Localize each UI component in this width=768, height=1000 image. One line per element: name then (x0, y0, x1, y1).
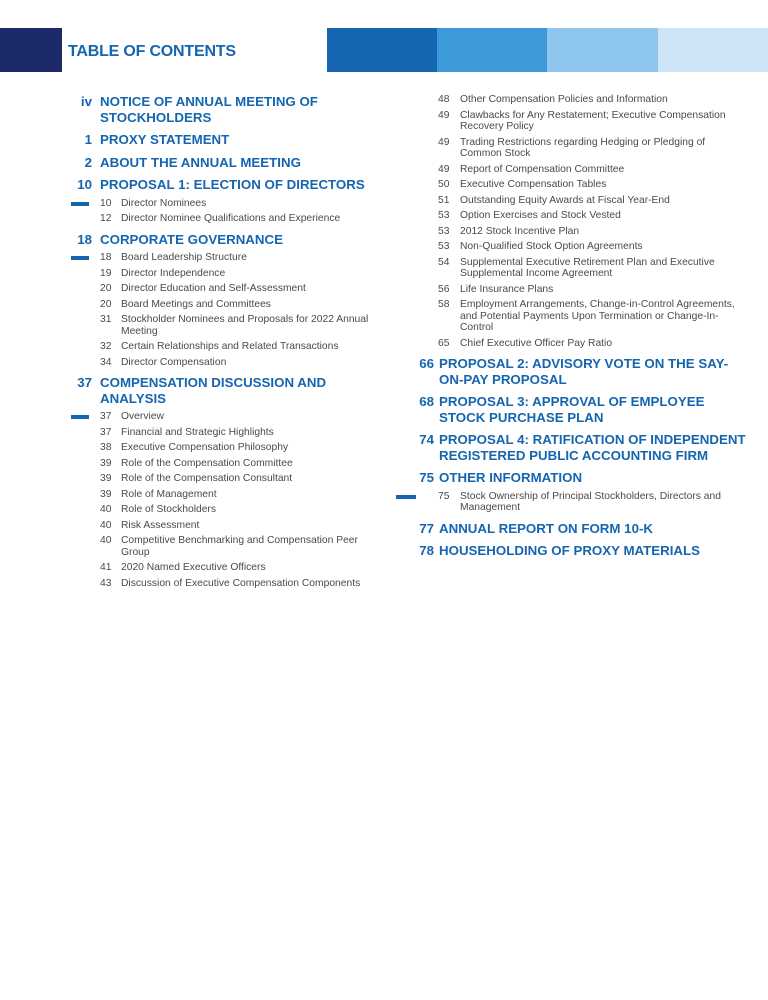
toc-item-title: Director Independence (121, 267, 226, 279)
toc-item-page: 58 (438, 299, 450, 310)
banner-light-block (547, 28, 658, 72)
toc-section-title: ANNUAL REPORT ON FORM 10-K (439, 520, 653, 536)
toc-item-title: Employment Arrangements, Change-in-Control Agreements, and Potential Payments Upon Termination or Change-In-Control (460, 299, 735, 333)
toc-item-title: Role of the Compensation Committee (121, 457, 293, 469)
toc-item-title: Certain Relationships and Related Transactions (121, 341, 339, 352)
toc-item-title: Competitive Benchmarking and Compensation Peer Group (121, 535, 358, 558)
toc-item-title: Discussion of Executive Compensation Components (121, 577, 361, 589)
toc-item-title: Executive Compensation Tables (460, 179, 607, 190)
toc-item-title: Role of Management (121, 488, 217, 500)
toc-section-title: ABOUT THE ANNUAL MEETING (100, 154, 301, 170)
toc-item[interactable] (438, 210, 746, 222)
toc-item-title: Board Meetings and Committees (121, 298, 271, 310)
toc-item[interactable] (100, 473, 386, 485)
toc-section[interactable] (66, 232, 386, 248)
toc-item-title: 2020 Named Executive Officers (121, 562, 266, 573)
section-marker (71, 202, 89, 206)
toc-section-title: COMPENSATION DISCUSSION AND ANALYSIS (100, 375, 327, 406)
toc-item-title: Overview (121, 411, 164, 422)
toc-item-title: Non-Qualified Stock Option Agreements (460, 241, 643, 252)
toc-item-title: Supplemental Executive Retirement Plan and Executive Supplemental Income Agreement (460, 256, 715, 279)
toc-item[interactable] (438, 491, 746, 514)
toc-subitems (406, 94, 746, 349)
toc-item-page: 39 (100, 488, 112, 500)
toc-item[interactable] (100, 578, 386, 590)
toc-section[interactable] (406, 356, 746, 387)
toc-section[interactable] (66, 177, 386, 193)
toc-item-page: 65 (438, 337, 450, 349)
toc-section-title: PROPOSAL 4: RATIFICATION OF INDEPENDENT REGISTERED PUBLIC ACCOUNTING FIRM (439, 432, 746, 463)
toc-item-page: 50 (438, 179, 450, 190)
toc-item-page: 48 (438, 94, 450, 105)
toc-item-title: Role of Stockholders (121, 504, 217, 515)
toc-item-title: Clawbacks for Any Restatement; Executive Compensation Recovery Policy (460, 109, 726, 132)
toc-item-page: 75 (438, 490, 450, 502)
toc-item-page: 51 (438, 194, 450, 206)
toc-item-page: 39 (100, 473, 112, 484)
toc-section-page: 10 (77, 177, 92, 192)
toc-item[interactable] (100, 520, 386, 532)
toc-item[interactable] (100, 504, 386, 516)
toc-item-page: 43 (100, 577, 112, 589)
toc-item[interactable] (438, 257, 746, 280)
toc-subitems (66, 198, 386, 225)
toc-item[interactable] (100, 341, 386, 353)
toc-section-title: HOUSEHOLDING OF PROXY MATERIALS (439, 543, 701, 558)
toc-section-page: 66 (419, 356, 434, 371)
toc-right-column (406, 94, 746, 559)
toc-section-page: 74 (419, 432, 434, 447)
toc-item[interactable] (438, 241, 746, 253)
toc-item-title: Financial and Strategic Highlights (121, 426, 274, 438)
toc-item-page: 20 (100, 298, 112, 310)
toc-left-column (66, 94, 386, 593)
toc-section[interactable] (66, 155, 386, 171)
toc-item[interactable] (438, 179, 746, 191)
toc-item[interactable] (100, 535, 386, 558)
toc-section-page: 77 (419, 520, 434, 536)
toc-item[interactable] (100, 213, 386, 225)
toc-section[interactable] (406, 521, 746, 537)
toc-item-title: Risk Assessment (121, 519, 200, 531)
toc-item-page: 54 (438, 256, 450, 268)
toc-section[interactable] (406, 432, 746, 463)
toc-section-page: 37 (77, 375, 92, 390)
banner-navy-block (0, 28, 62, 72)
toc-section-page: 2 (84, 154, 92, 170)
section-marker (396, 495, 416, 499)
toc-section-title: PROPOSAL 2: ADVISORY VOTE ON THE SAY-ON-PAY PROPOSAL (439, 356, 729, 387)
toc-section[interactable] (406, 543, 746, 559)
toc-subitems (66, 411, 386, 589)
toc-section-page: 18 (77, 231, 92, 247)
toc-item-title: Director Compensation (121, 356, 227, 368)
toc-item-page: 49 (438, 109, 450, 121)
toc-section-page: 68 (419, 394, 434, 409)
toc-item-page: 12 (100, 213, 112, 224)
toc-item-page: 40 (100, 519, 112, 531)
toc-section-page: 1 (84, 132, 92, 147)
toc-item[interactable] (438, 284, 746, 296)
toc-item-title: Life Insurance Plans (460, 283, 554, 295)
section-marker (71, 415, 89, 419)
toc-subitems (406, 491, 746, 514)
toc-item[interactable] (438, 94, 746, 106)
toc-item-title: Board Leadership Structure (121, 252, 247, 263)
page-title: TABLE OF CONTENTS (68, 43, 236, 60)
toc-item-title: Other Compensation Policies and Information (460, 94, 668, 105)
toc-item-title: 2012 Stock Incentive Plan (460, 225, 580, 237)
toc-item[interactable] (100, 427, 386, 439)
toc-item[interactable] (438, 110, 746, 133)
toc-item-title: Outstanding Equity Awards at Fiscal Year-End (460, 194, 670, 206)
toc-item-page: 39 (100, 457, 112, 469)
toc-item-page: 38 (100, 442, 112, 453)
toc-section-page: 78 (419, 543, 434, 558)
toc-item[interactable] (438, 338, 746, 350)
toc-subitems (66, 252, 386, 368)
toc-item[interactable] (100, 283, 386, 295)
toc-item-page: 53 (438, 210, 450, 221)
toc-item-page: 18 (100, 252, 112, 263)
toc-item-page: 41 (100, 562, 112, 573)
toc-item[interactable] (438, 137, 746, 160)
toc-item[interactable] (100, 411, 386, 423)
banner-blue-block (327, 28, 437, 72)
toc-item[interactable] (100, 314, 386, 337)
toc-item-title: Report of Compensation Committee (460, 163, 625, 175)
toc-item[interactable] (100, 268, 386, 280)
toc-item-title: Role of the Compensation Consultant (121, 473, 293, 484)
toc-section[interactable] (66, 132, 386, 148)
toc-section-title: PROPOSAL 1: ELECTION OF DIRECTORS (100, 177, 365, 192)
toc-item[interactable] (100, 442, 386, 454)
toc-item[interactable] (100, 252, 386, 264)
toc-section-page: iv (80, 94, 92, 109)
toc-section-title: CORPORATE GOVERNANCE (100, 231, 283, 247)
toc-item-page: 20 (100, 283, 112, 294)
toc-section-title: NOTICE OF ANNUAL MEETING OF STOCKHOLDERS (100, 94, 318, 125)
toc-item-page: 31 (100, 314, 112, 325)
toc-section-title: PROPOSAL 3: APPROVAL OF EMPLOYEE STOCK PURCHASE PLAN (439, 394, 705, 425)
toc-item-page: 53 (438, 225, 450, 237)
toc-item-page: 56 (438, 283, 450, 295)
toc-item-title: Trading Restrictions regarding Hedging or Pledging of Common Stock (460, 136, 706, 159)
toc-item-title: Stockholder Nominees and Proposals for 2022 Annual Meeting (121, 314, 369, 337)
toc-item[interactable] (438, 164, 746, 176)
toc-item-page: 37 (100, 411, 112, 422)
toc-section[interactable] (66, 375, 386, 406)
toc-item-page: 10 (100, 197, 112, 209)
toc-item-page: 49 (438, 163, 450, 175)
toc-item[interactable] (100, 299, 386, 311)
toc-item-page: 37 (100, 426, 112, 438)
toc-section[interactable] (406, 470, 746, 486)
toc-section-title: OTHER INFORMATION (439, 470, 583, 485)
section-marker (71, 256, 89, 260)
toc-item-title: Director Education and Self-Assessment (121, 283, 306, 294)
toc-item-title: Option Exercises and Stock Vested (460, 210, 621, 221)
toc-section-title: PROXY STATEMENT (100, 132, 230, 147)
toc-item-page: 19 (100, 267, 112, 279)
banner-mid-block (437, 28, 547, 72)
toc-section[interactable] (66, 94, 386, 125)
toc-item-page: 34 (100, 356, 112, 368)
toc-item-title: Director Nominee Qualifications and Experience (121, 213, 341, 224)
toc-item[interactable] (100, 198, 386, 210)
toc-item-page: 40 (100, 504, 112, 515)
toc-item[interactable] (100, 458, 386, 470)
toc-item[interactable] (438, 299, 746, 334)
toc-item[interactable] (100, 357, 386, 369)
toc-item[interactable] (100, 489, 386, 501)
toc-item-page: 53 (438, 241, 450, 252)
toc-item-page: 49 (438, 136, 450, 148)
toc-section[interactable] (406, 394, 746, 425)
toc-item-title: Director Nominees (121, 197, 207, 209)
toc-section-page: 75 (419, 470, 434, 485)
toc-item-page: 40 (100, 535, 112, 546)
toc-item-title: Chief Executive Officer Pay Ratio (460, 337, 613, 349)
toc-item-title: Executive Compensation Philosophy (121, 442, 289, 453)
toc-item[interactable] (100, 562, 386, 574)
toc-item[interactable] (438, 195, 746, 207)
banner-pale-block (658, 28, 768, 72)
toc-item-page: 32 (100, 341, 112, 352)
toc-item-title: Stock Ownership of Principal Stockholders, Directors and Management (460, 490, 721, 513)
toc-item[interactable] (438, 226, 746, 238)
